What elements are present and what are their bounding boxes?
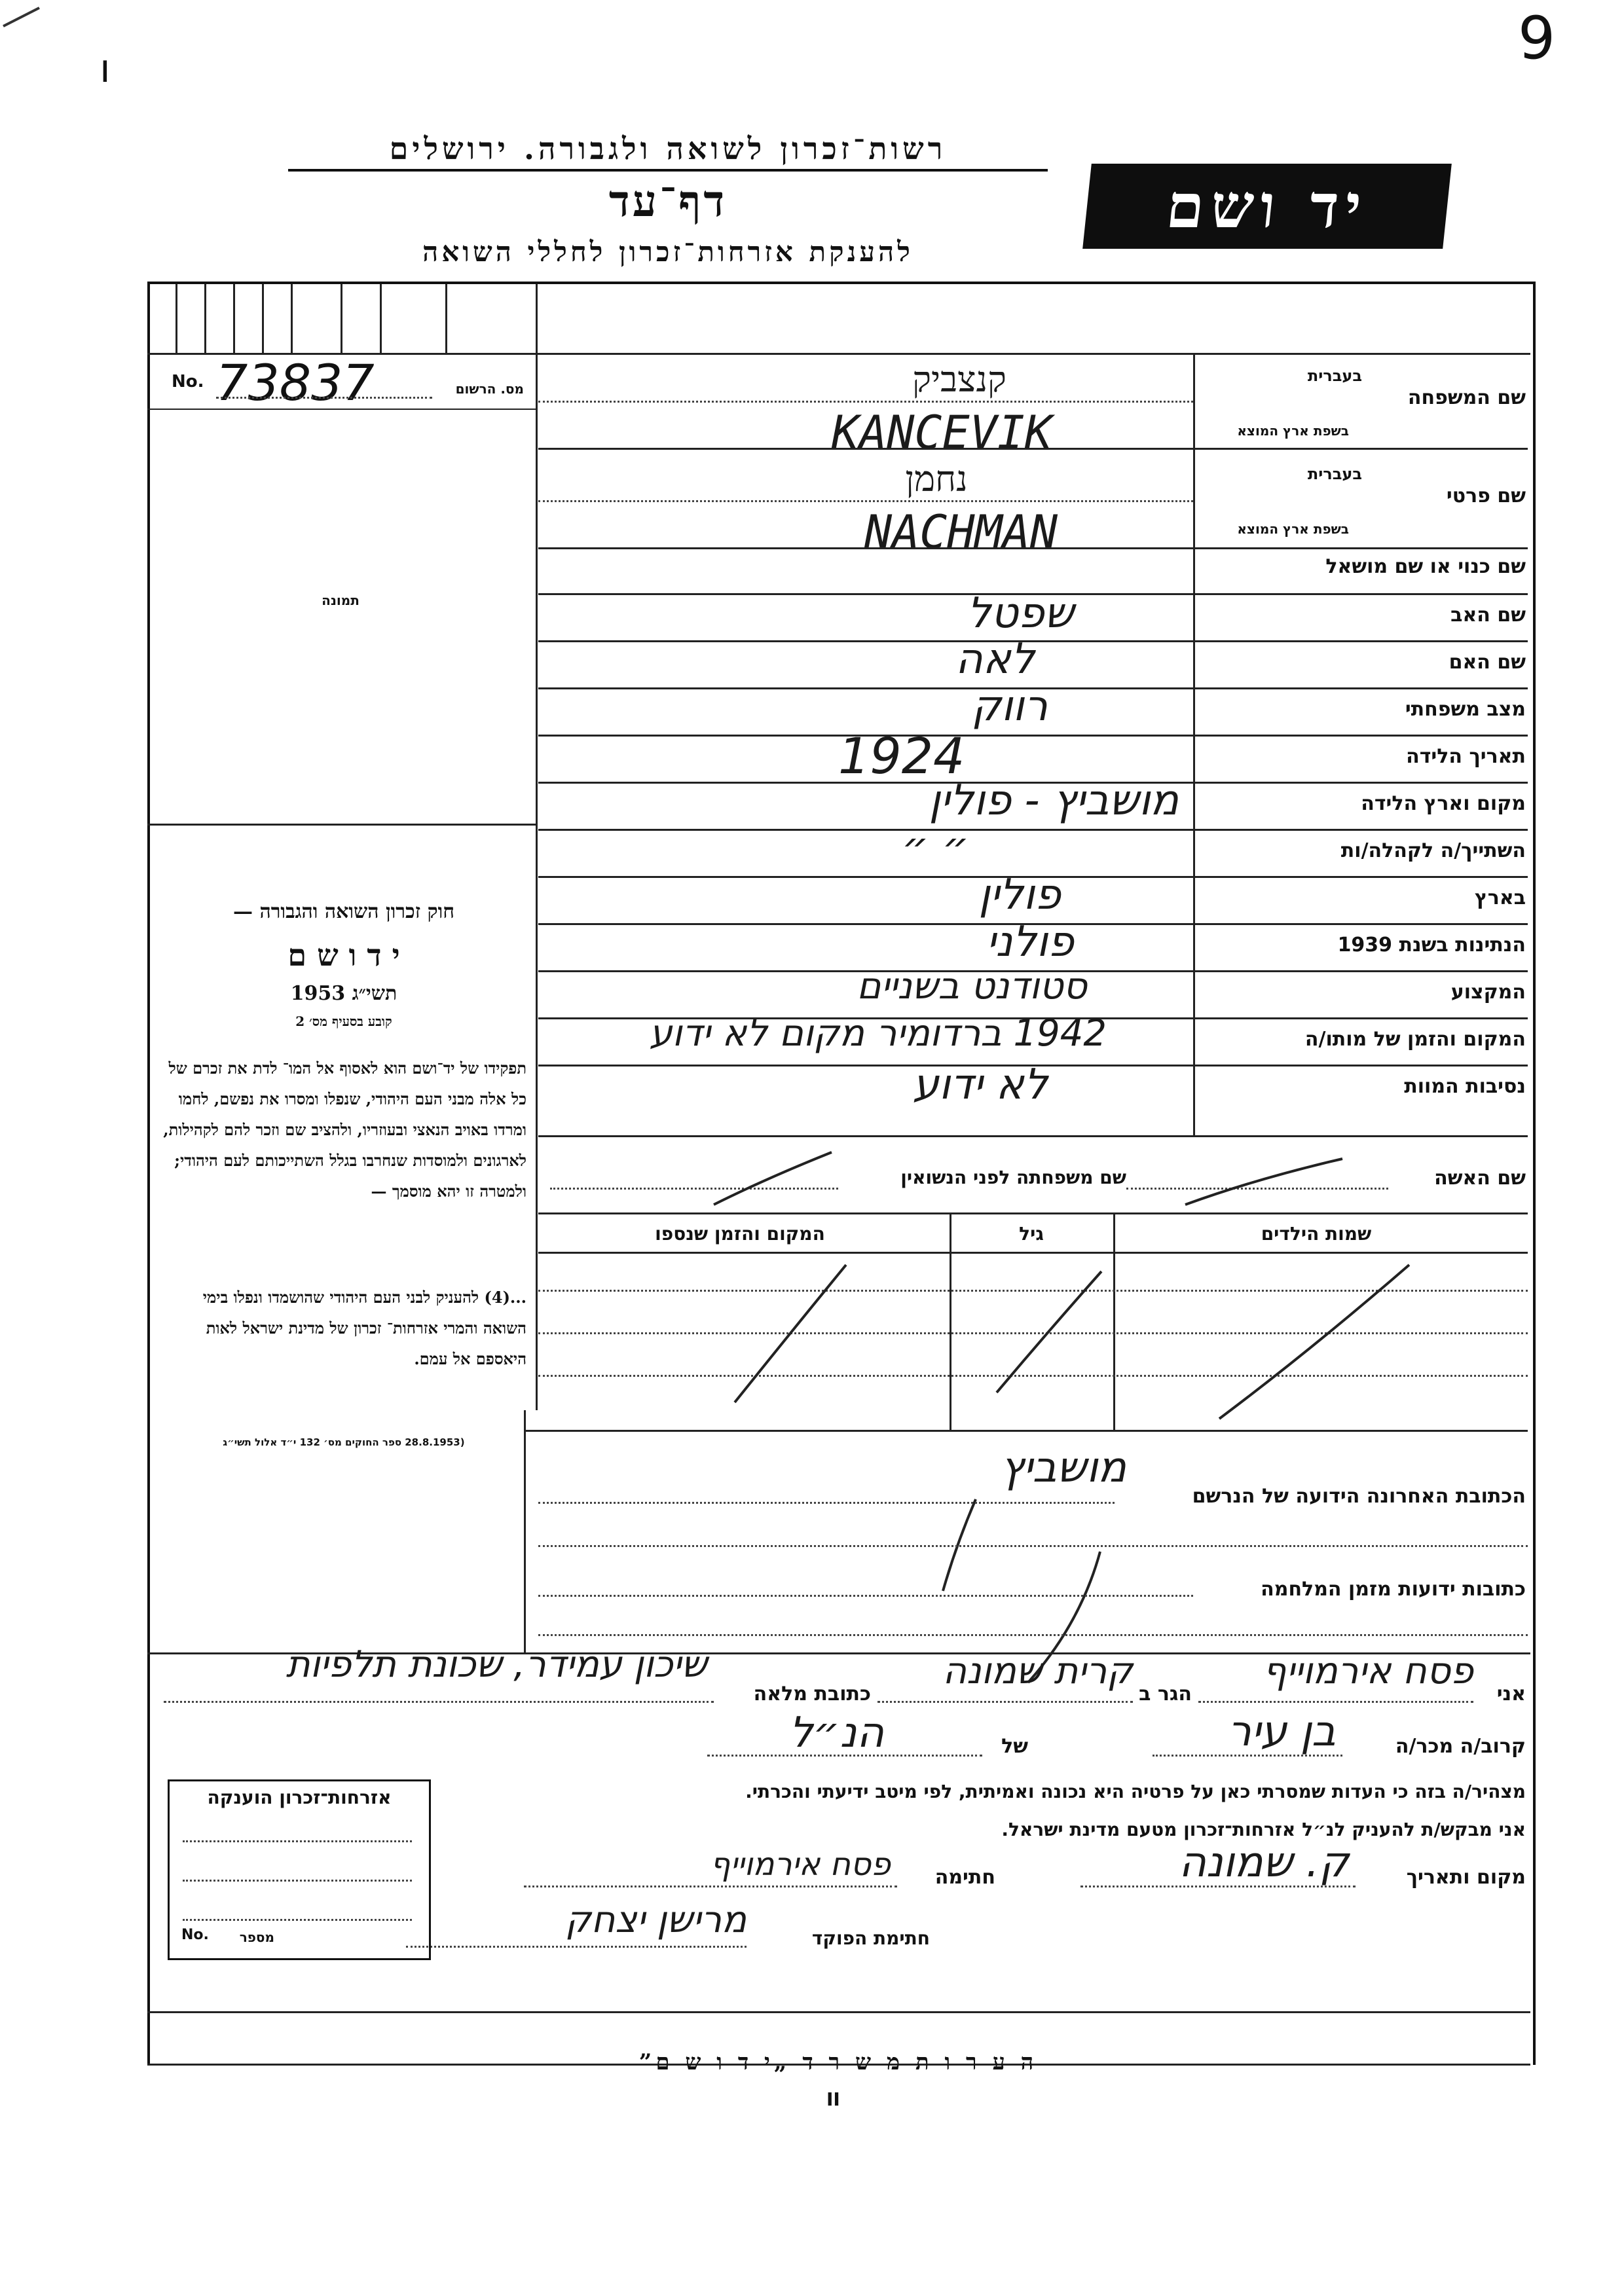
marital-status-label: מצב משפחתי (1405, 698, 1526, 721)
corner-scratch (0, 0, 52, 33)
declarant-name-value: פסח אירמוייף (1263, 1650, 1473, 1692)
law-paragraph-2: ...(4) להעניק לבני העם היהודי שהושמדו ונפלו בימי השואה והמרי אזרחות־ זכרון של מדינת ישראל לאות היאספם אל עמם. (202, 1288, 526, 1368)
first-name-label: שם פרטי (1446, 484, 1526, 507)
birth-place-label: מקום וארץ הלידה (1361, 792, 1526, 815)
photo-label: תמונה (322, 592, 360, 608)
birth-place-value: מושביץ - פולין (929, 776, 1179, 825)
form-subtitle: להענקת אזרחות־זכרון לחללי השואה (422, 236, 913, 268)
yad-vashem-logo (1082, 164, 1452, 249)
resides-value: קרית שמונה (942, 1650, 1133, 1692)
authority-name: רשות־זכרון לשואה ולגבורה. ירושלים (288, 131, 1048, 172)
certificate-number-label: מספר (239, 1929, 274, 1945)
marital-status-value: רווק (971, 682, 1048, 731)
mother-name-label: שם האם (1449, 651, 1526, 674)
wife-name-label: שם האשה (1434, 1167, 1526, 1190)
children-place-header: המקום והזמן שנספו (655, 1223, 825, 1245)
wife-maiden-strike-line (707, 1146, 838, 1211)
officer-signature-value: מרישן יצחק (565, 1899, 747, 1941)
full-address-value: שיכון עמידר, שכונת תלפיות (286, 1643, 707, 1686)
profession-label: המקצוע (1450, 981, 1526, 1004)
country-label: בארץ (1474, 886, 1526, 909)
law-paragraph-1: תפקידו של יד־ושם הוא לאסוף אל המו־ לדת את זכרם של כל אלה מבני העם היהודי, שנפלו ומסרו את נפשם, לחמו ומרדו באויב הנאצי ובעוזריו, ולהציב שם וזכר להם לקהילות, לארגונים ולמוסדות שנחרבו בגלל השתייכותם לעם היהודי; ולמטרה זו יהא מוסמך — (163, 1059, 526, 1201)
nickname-label: שם כנוי או שם מושאל (1325, 555, 1526, 578)
full-address-label: כתובת מלאה (753, 1683, 871, 1705)
certificate-box (168, 1779, 431, 1960)
declaration-line-1: מצהיר/ה בזה כי העדות שמסרתי כאן על פרטיה היא נכונה ואמיתית, לפי מיטב ידיעתי והכרתי. (745, 1781, 1526, 1802)
birth-date-value: 1924 (838, 727, 965, 785)
first-name-hebrew-value: נחמן (905, 458, 968, 500)
relative-value: בן עיר (1227, 1707, 1336, 1756)
citizenship-value: פולני (986, 918, 1074, 966)
of-value: הנ״ל (788, 1709, 884, 1757)
citizenship-label: הנתינות בשנת 1939 (1337, 934, 1526, 957)
form-title: דף־עד (608, 175, 728, 227)
law-year: תשי״ג 1953 (290, 982, 397, 1005)
law-section: קובע בסעיף מס׳ 2 (295, 1013, 392, 1029)
children-strike-lines (538, 1252, 1528, 1430)
certificate-box-title: אזרחות־זכרון הוענקה (207, 1787, 392, 1808)
law-footnote: (28.8.1953 ספר החוקים מס׳ 132 י״ד אלול תשי״ג (223, 1436, 465, 1448)
war-address-label: כתובות ידועות מזמן המלחמה (1261, 1578, 1526, 1601)
law-heading: חוק זכרון השואה והגבורה — (233, 900, 454, 923)
community-label: השתייך/ה לקהלה/ות (1340, 839, 1526, 862)
first-name-hebrew-label: בעברית (1307, 465, 1362, 483)
logo-text: יד ושם (1163, 171, 1371, 242)
circumstances-label: נסיבות המוות (1404, 1075, 1526, 1098)
children-names-header: שמות הילדים (1261, 1223, 1372, 1245)
of-label: של (1001, 1735, 1028, 1758)
death-place-value: 1942 ברדומיר מקום לא ידוע (649, 1012, 1107, 1055)
first-name-origin-label: בשפת ארץ המוצא (1237, 521, 1349, 537)
children-age-header: גיל (1019, 1223, 1044, 1245)
family-name-label: שם המשפחה (1407, 386, 1526, 409)
last-address-value: מושביץ (1000, 1444, 1126, 1492)
father-name-label: שם האב (1450, 604, 1526, 627)
birth-date-label: תאריך הלידה (1406, 745, 1526, 768)
wife-maiden-label: שם משפחתה לפני הנשואין (900, 1167, 1126, 1188)
corner-mark: ı (100, 46, 111, 92)
family-name-origin-label: בשפת ארץ המוצא (1237, 423, 1349, 439)
declaration-line-2: אני מבקש/ת להעניק לנ״ל אזרחות־זכרון מטעם מדינת ישראל. (1001, 1819, 1526, 1840)
family-name-hebrew-label: בעברית (1307, 367, 1362, 385)
last-address-label: הכתובת האחרונה הידועה של הנרשם (1192, 1485, 1526, 1508)
page-number: 9 (1518, 4, 1556, 73)
community-value: ״ ״ (902, 824, 969, 872)
footer-mark: II (826, 2088, 840, 2110)
wife-strike-line (1179, 1152, 1349, 1211)
officer-signature-label: חתימת הפוקד (811, 1927, 930, 1949)
first-name-origin-value: NACHMAN (864, 505, 1058, 559)
signature-label: חתימה (934, 1866, 995, 1889)
signature-value: פסח אירמוייף (710, 1846, 891, 1883)
office-notes-label: ה ע ר ו ת מ ש ר ד „י ד ו ש ם” (638, 2049, 1038, 2075)
place-date-label: מקום ותאריך (1406, 1866, 1526, 1889)
family-name-origin-value: KANCEVIK (832, 406, 1053, 460)
relative-label: קרוב/ה מכר/ה (1395, 1735, 1526, 1758)
registration-no-prefix: No. (172, 372, 204, 392)
registration-number: 73837 (216, 354, 375, 412)
law-name: י ד ו ש ם (287, 938, 400, 973)
family-name-hebrew-value: קנצביק (912, 359, 1006, 400)
mother-name-value: לאה (955, 635, 1035, 683)
resides-label: הגר ב (1139, 1683, 1192, 1705)
death-place-label: המקום והזמן של מותו/ה (1304, 1028, 1526, 1051)
profession-value: סטודנט בשניים (857, 965, 1087, 1008)
declarant-label: אני (1496, 1683, 1526, 1705)
place-date-value: ק. שמונה (1179, 1838, 1349, 1887)
circumstances-value: לא ידוע (912, 1061, 1048, 1109)
certificate-no-prefix: No. (181, 1927, 209, 1943)
registration-label: מס. הרשום (455, 381, 524, 397)
country-value: פולין (978, 871, 1061, 919)
father-name-value: שפטל (967, 589, 1074, 638)
